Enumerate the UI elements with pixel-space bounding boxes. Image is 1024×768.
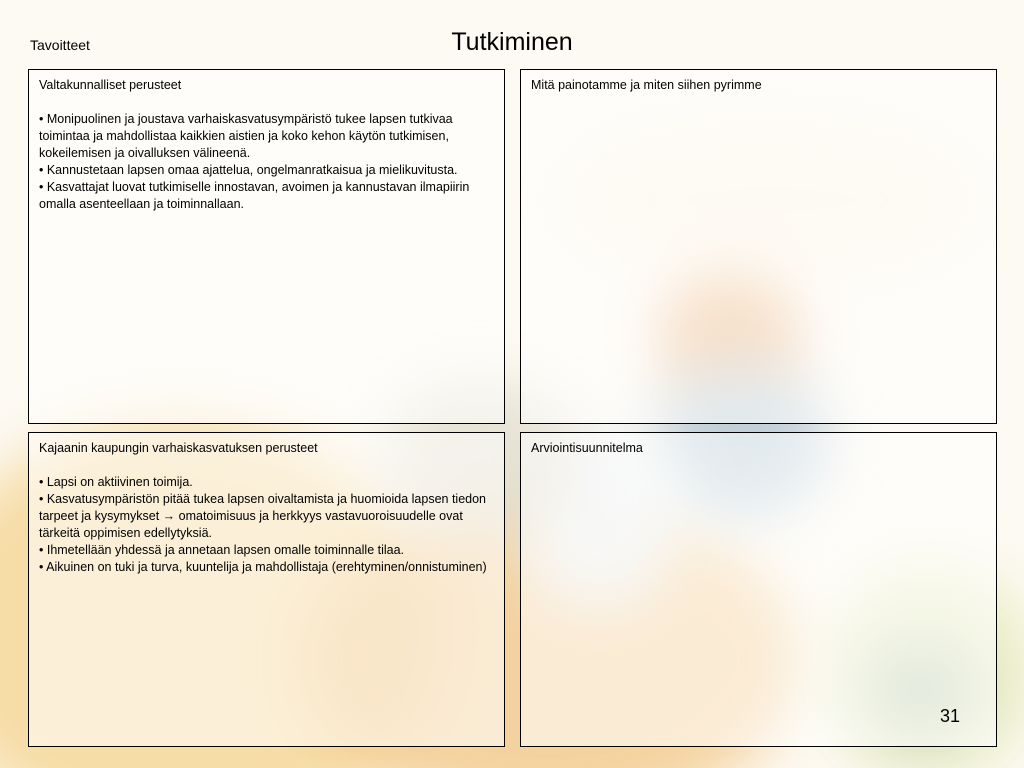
- goals-label: Tavoitteet: [30, 37, 90, 53]
- bullet-item: • Monipuolinen ja joustava varhaiskasvatusympäristö tukee lapsen tutkivaa toimintaa ja mahdollistaa kaikkien aistien ja koko kehon käytön tutkimisen, kokeilemisen ja oivalluksen välineenä.: [39, 112, 453, 160]
- panel-title: Arviointisuunnitelma: [531, 441, 643, 455]
- bullet-item: • Lapsi on aktiivinen toimija.: [39, 475, 193, 489]
- panel-our-emphasis: [520, 69, 997, 424]
- panel-title: Kajaanin kaupungin varhaiskasvatuksen perusteet: [39, 441, 318, 455]
- bullet-item: • Kasvatusympäristön pitää tukea lapsen oivaltamista ja huomioida lapsen tiedon tarpeet ja kysymykset → omatoimisuus ja herkkyys vastavuoroisuudelle ovat tärkeitä oppimisen edellytyksiä.: [39, 492, 486, 540]
- page-title: Tutkiminen: [451, 28, 573, 56]
- panel-kajaani-principles: [28, 432, 505, 747]
- panel-title: Valtakunnalliset perusteet: [39, 78, 182, 92]
- bullet-item: • Kannustetaan lapsen omaa ajattelua, ongelmanratkaisua ja mielikuvitusta.: [39, 163, 458, 177]
- page-number: 31: [939, 706, 960, 726]
- panel-national-principles: [28, 69, 505, 424]
- panel-evaluation-plan: [520, 432, 997, 747]
- panel-title: Mitä painotamme ja miten siihen pyrimme: [531, 78, 762, 92]
- bullet-item: • Ihmetellään yhdessä ja annetaan lapsen omalle toiminnalle tilaa.: [39, 543, 405, 557]
- bullet-item: • Kasvattajat luovat tutkimiselle innostavan, avoimen ja kannustavan ilmapiirin omalla asenteellaan ja toiminnallaan.: [39, 180, 470, 211]
- bullet-item: • Aikuinen on tuki ja turva, kuuntelija ja mahdollistaja (erehtyminen/onnistuminen): [39, 560, 487, 574]
